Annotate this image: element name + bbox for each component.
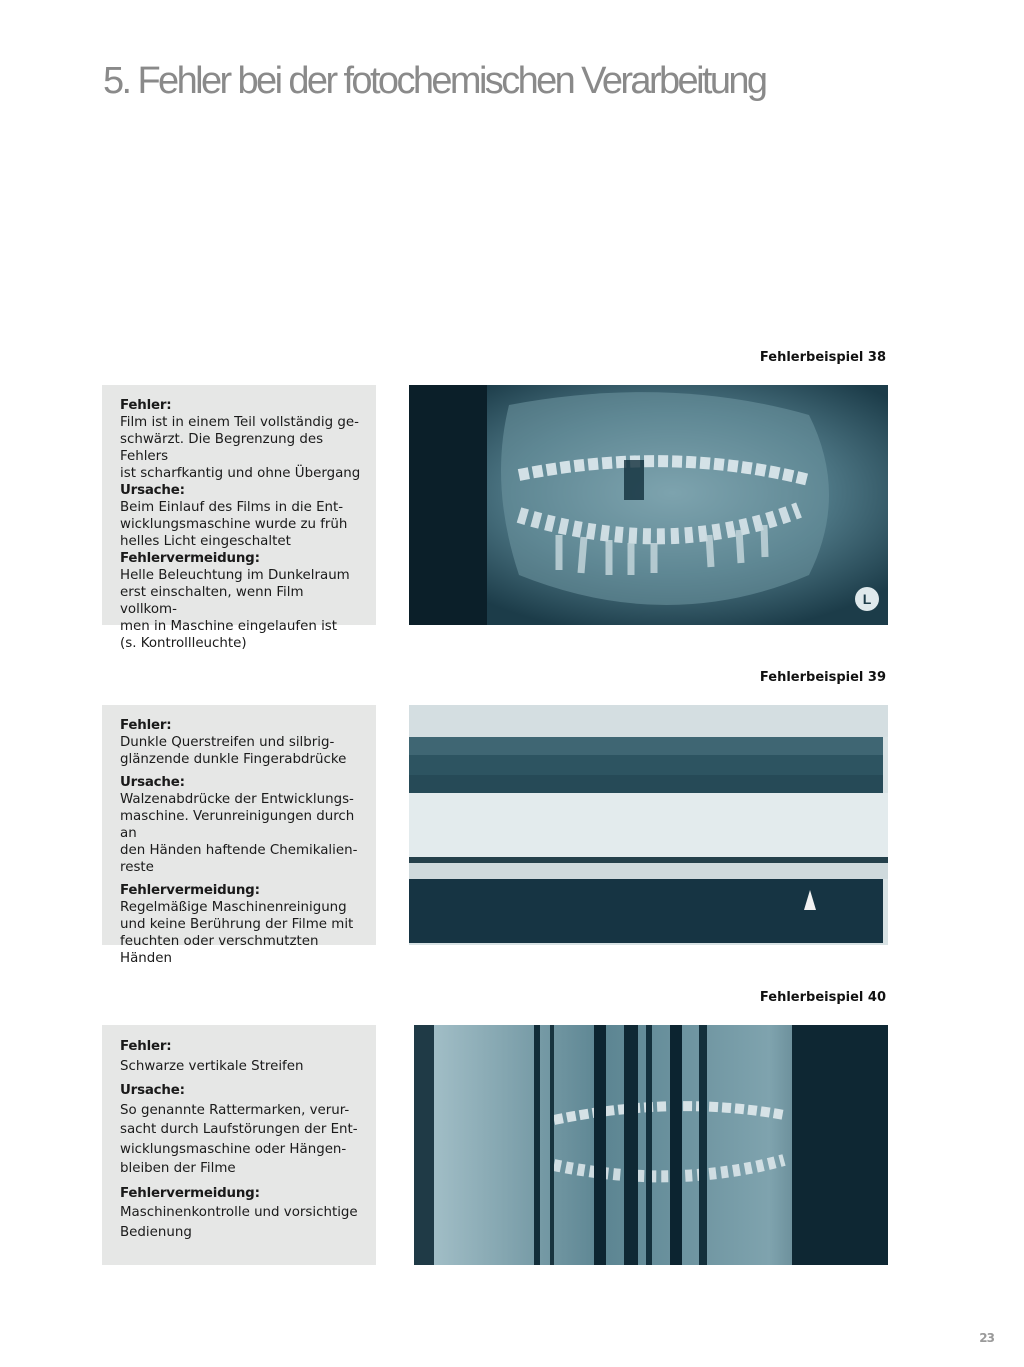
cause-heading: Ursache:: [120, 1083, 185, 1098]
cause-section: [120, 1081, 364, 1179]
prevention-text: Regelmäßige Maschinenreinigung und keine Berührung der Filme mit feuchten oder verschmutzten Händen: [120, 900, 354, 966]
prevention-text: Maschinenkontrolle und vorsichtige Bedienung: [120, 1205, 358, 1240]
error-section: [120, 1037, 364, 1076]
error-heading: Fehler:: [120, 1039, 172, 1054]
cause-section: [120, 774, 364, 876]
xray-image-39: [409, 705, 888, 945]
cause-text: So genannte Rattermarken, verur- sacht durch Laufstörungen der Ent- wicklungsmaschine oder Hängen- bleiben der Filme: [120, 1102, 358, 1176]
prevention-heading: Fehlervermeidung:: [120, 1185, 260, 1201]
prevention-section: [120, 1184, 364, 1243]
prevention-section: [120, 550, 364, 652]
prevention-section: [120, 882, 364, 967]
cause-text: Beim Einlauf des Films in die Ent- wicklungsmaschine wurde zu früh helles Licht eingeschaltet: [120, 500, 348, 549]
cause-heading: Ursache:: [120, 775, 185, 790]
cause-heading: Ursache:: [120, 483, 185, 498]
error-section: [120, 397, 364, 482]
info-box-40: [102, 1025, 376, 1265]
page-number: 23: [979, 1331, 994, 1345]
error-heading: Fehler:: [120, 718, 172, 733]
cause-text: Walzenabdrücke der Entwicklungs- maschine. Verunreinigungen durch an den Händen haftende Chemikalien- reste: [120, 792, 358, 875]
info-box-39: [102, 705, 376, 966]
example-label-38: Fehlerbeispiel 38: [759, 350, 886, 365]
error-text: Dunkle Querstreifen und silbrig- glänzende dunkle Fingerabdrücke: [120, 735, 347, 767]
prevention-heading: Fehlervermeidung:: [120, 551, 260, 566]
prevention-text: Helle Beleuchtung im Dunkelraum erst einschalten, wenn Film vollkom- men in Maschine eingelaufen ist (s. Kontrollleuchte): [120, 568, 350, 651]
example-label-40: Fehlerbeispiel 40: [759, 990, 886, 1005]
prevention-heading: Fehlervermeidung:: [120, 883, 260, 898]
error-text: Film ist in einem Teil vollständig ge- schwärzt. Die Begrenzung des Fehlers ist scharfkantig und ohne Übergang: [120, 415, 361, 481]
side-marker-label: L: [862, 591, 872, 607]
info-box-38: [102, 385, 376, 651]
error-section: [120, 717, 364, 768]
xray-image-40: [414, 1025, 888, 1265]
cause-section: [120, 482, 364, 550]
example-label-39: Fehlerbeispiel 39: [759, 670, 886, 685]
error-heading: Fehler:: [120, 398, 172, 413]
error-text: Schwarze vertikale Streifen: [120, 1058, 304, 1074]
xray-image-38: [409, 385, 888, 625]
page-title: 5. Fehler bei der fotochemischen Verarbeitung: [103, 60, 766, 102]
